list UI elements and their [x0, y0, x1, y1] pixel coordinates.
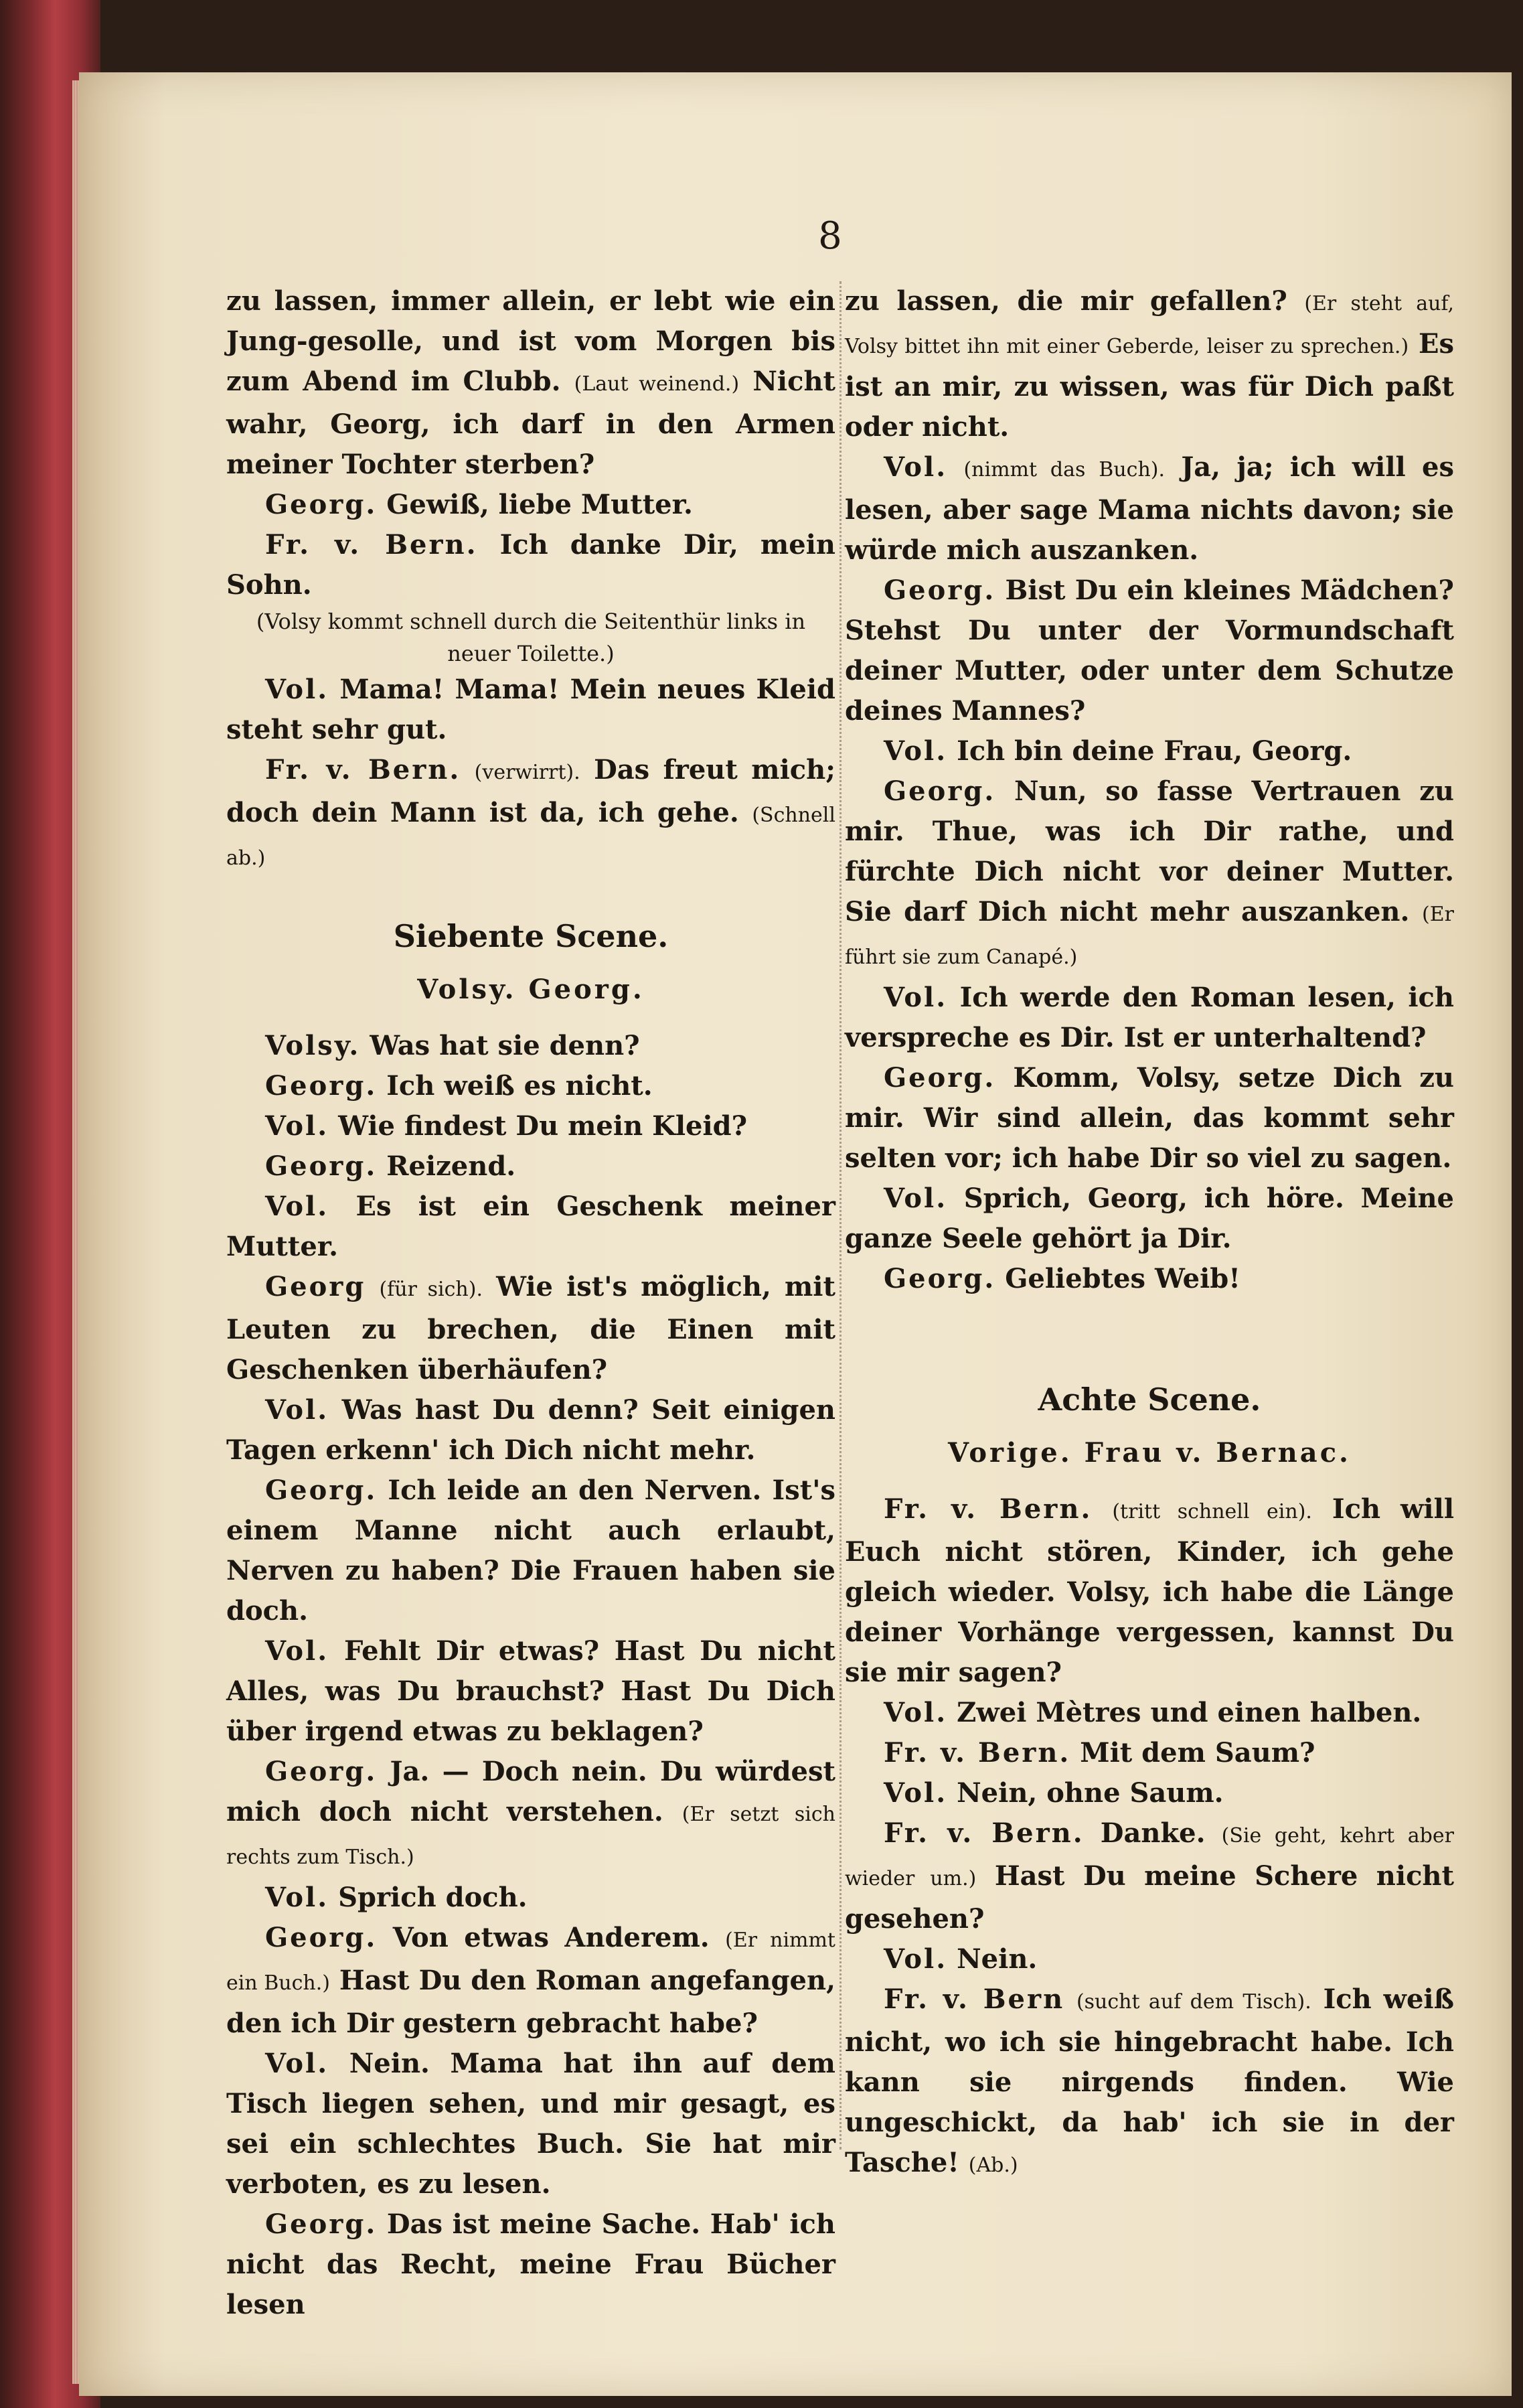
text: Komm, Volsy, setze Dich zu mir. Wir sind allein, das kommt sehr selten vor; ich habe Dir so viel zu sagen. [845, 1062, 1454, 1174]
text: Ich weiß nicht, wo ich sie hingebracht habe. Ich kann sie nirgends finden. Wie ungeschickt, da hab' ich sie in der Tasche! [845, 1983, 1454, 2178]
speaker-name: Fr. v. Bern. [884, 1817, 1085, 1849]
paragraph [226, 750, 835, 879]
text: Das ist meine Sache. Hab' ich nicht das Recht, meine Frau Bücher lesen [226, 2208, 835, 2320]
paragraph [845, 1939, 1454, 1979]
paragraph [845, 571, 1454, 731]
text: Bist Du ein kleines Mädchen? Stehst Du unter der Vormundschaft deiner Mutter, oder unter dem Schutze deines Mannes? [845, 575, 1454, 727]
text: Ich leide an den Nerven. Ist's einem Manne nicht auch erlaubt, Nerven zu haben? Die Frauen haben sie doch. [226, 1475, 835, 1627]
speaker-name: Vol. [884, 735, 948, 767]
text: Ich weiß es nicht. [386, 1070, 653, 1102]
text: Ja. — Doch nein. Du würdest mich doch nicht verstehen. [226, 1756, 835, 1827]
speaker-name: Vol. [884, 1777, 948, 1809]
speaker-name: Georg. [265, 1756, 378, 1787]
speaker-name: Georg. [265, 2208, 378, 2240]
speaker-name: Volsy. [265, 1030, 361, 1061]
stage-direction: (sucht auf dem Tisch). [1076, 1990, 1311, 2014]
text: Es ist ein Geschenk meiner Mutter. [226, 1191, 835, 1262]
speaker-name: Georg. [884, 1263, 996, 1294]
stage-direction: (tritt schnell ein). [1112, 1500, 1312, 1523]
paragraph [226, 1106, 835, 1146]
stage-direction: (Sie geht, kehrt aber wieder um.) [845, 1824, 1454, 1890]
column-divider [839, 281, 841, 2150]
speaker-name: Georg [265, 1271, 366, 1302]
paragraph [845, 1813, 1454, 1939]
text: Wie findest Du mein Kleid? [338, 1110, 748, 1142]
speaker-name: Fr. v. Bern. [265, 754, 461, 785]
text: Zwei Mètres und einen halben. [957, 1697, 1422, 1728]
speaker-name: Vol. [265, 1110, 329, 1142]
speaker-name: Georg. [265, 1150, 378, 1182]
paragraph [226, 281, 835, 485]
paragraph [845, 1179, 1454, 1259]
paragraph [226, 670, 835, 750]
stage-direction: (Er steht auf, Volsy bittet ihn mit einer Geberde, leiser zu sprechen.) [845, 292, 1454, 358]
text: Nicht wahr, Georg, ich darf in den Armen meiner Tochter sterben? [226, 366, 835, 480]
text: Wie ist's möglich, mit Leuten zu brechen, die Einen mit Geschenken überhäufen? [226, 1271, 835, 1385]
speaker-name: Fr. v. Bern. [884, 1737, 1071, 1769]
paragraph [845, 1773, 1454, 1813]
speaker-name: Georg. [265, 1475, 378, 1506]
stage-direction: (verwirrt). [474, 761, 580, 784]
scene-heading: Siebente Scene. [393, 918, 669, 954]
paragraph [226, 1026, 835, 1066]
text: Ja, ja; ich will es lesen, aber sage Mama nichts davon; sie würde mich auszanken. [845, 451, 1454, 566]
text: zu lassen, immer allein, er lebt wie ein Jung-gesolle, und ist vom Morgen bis zum Abend im Clubb. [226, 285, 835, 397]
paragraph [226, 1471, 835, 1631]
stage-direction: (Volsy kommt schnell durch die Seitenthür links in neuer Toilette.) [256, 609, 806, 666]
stage-direction: (Er nimmt ein Buch.) [226, 1929, 835, 1995]
page-number: 8 [818, 214, 842, 258]
text: Was hast Du denn? Seit einigen Tagen erkenn' ich Dich nicht mehr. [226, 1394, 835, 1466]
text: Hast Du den Roman angefangen, den ich Dir gestern gebracht habe? [226, 1965, 835, 2039]
speaker-name: Vol. [265, 1882, 329, 1913]
paragraph [226, 2204, 835, 2325]
text: Sprich doch. [338, 1882, 528, 1913]
text: Reizend. [386, 1150, 516, 1182]
text: Was hat sie denn? [370, 1030, 640, 1061]
text: Nein. Mama hat ihn auf dem Tisch liegen sehen, und mir gesagt, es sei ein schlechtes Buch. Sie hat mir verboten, es zu lesen. [226, 2048, 835, 2200]
text: Von etwas Anderem. [392, 1922, 710, 1953]
speaker-name: Georg. [884, 1062, 996, 1094]
speaker-name: Fr. v. Bern. [884, 1493, 1093, 1525]
paragraph [226, 1066, 835, 1106]
speaker-name: Vol. [884, 451, 948, 483]
speaker-name: Vol. [884, 982, 948, 1013]
stage-direction: (Laut weinend.) [574, 372, 740, 396]
stage-direction: (Schnell ab.) [226, 804, 835, 870]
stage-direction: (Ab.) [968, 2154, 1018, 2177]
paragraph [226, 485, 835, 525]
text: Ich bin deine Frau, Georg. [957, 735, 1352, 767]
paragraph [845, 1259, 1454, 1299]
paragraph [845, 771, 1454, 978]
paragraph [226, 1187, 835, 1267]
paragraph [226, 1631, 835, 1752]
speaker-name: Georg. [265, 1070, 378, 1102]
paragraph [845, 447, 1454, 571]
stage-direction: (Er führt sie zum Canapé.) [845, 903, 1454, 969]
speaker-name: Vol. [265, 1394, 329, 1426]
paragraph [226, 1267, 835, 1390]
speaker-name: Vol. [265, 674, 329, 705]
text: zu lassen, die mir gefallen? [845, 285, 1287, 317]
text: Es ist an mir, zu wissen, was für Dich paßt oder nicht. [845, 328, 1454, 443]
paragraph [845, 1693, 1454, 1733]
text: Ich will Euch nicht stören, Kinder, ich gehe gleich wieder. Volsy, ich habe die Länge deiner Vorhänge vergessen, kannst Du sie mir sagen? [845, 1493, 1455, 1688]
text: Nein. [957, 1943, 1038, 1975]
stage-direction: (Er setzt sich rechts zum Tisch.) [226, 1803, 835, 1869]
speaker-name: Fr. v. Bern [884, 1983, 1065, 2015]
paragraph [845, 1489, 1454, 1693]
speaker-name: Georg. [884, 575, 996, 606]
paragraph [226, 525, 835, 605]
speaker-name: Vol. [884, 1183, 948, 1214]
paragraph [845, 1058, 1454, 1179]
stage-direction: (für sich). [379, 1278, 483, 1301]
paragraph [226, 2044, 835, 2204]
right-column [845, 281, 1454, 2186]
paragraph [845, 978, 1454, 1058]
text: Das freut mich; doch dein Mann ist da, ich gehe. [226, 754, 835, 828]
paragraph [226, 1390, 835, 1471]
scene-cast: Volsy. Georg. [417, 974, 645, 1005]
speaker-name: Georg. [265, 489, 378, 520]
text: Danke. [1100, 1817, 1206, 1849]
text: Fehlt Dir etwas? Hast Du nicht Alles, was Du brauchst? Hast Du Dich über irgend etwas zu beklagen? [226, 1635, 835, 1747]
speaker-name: Vol. [884, 1697, 948, 1728]
paragraph [845, 731, 1454, 771]
paragraph [845, 1733, 1454, 1773]
text: Geliebtes Weib! [1005, 1263, 1240, 1294]
speaker-name: Vol. [265, 1635, 329, 1667]
speaker-name: Fr. v. Bern. [265, 529, 478, 560]
paragraph [845, 1979, 1454, 2186]
stage-direction: (nimmt das Buch). [963, 458, 1166, 481]
speaker-name: Vol. [884, 1943, 948, 1975]
paragraph [226, 1918, 835, 2044]
text: Mit dem Saum? [1080, 1737, 1315, 1769]
paragraph [226, 1146, 835, 1187]
speaker-name: Georg. [265, 1922, 378, 1953]
text: Sprich, Georg, ich höre. Meine ganze Seele gehört ja Dir. [845, 1183, 1454, 1254]
paragraph [226, 1752, 835, 1878]
speaker-name: Vol. [265, 1191, 329, 1222]
text: Nein, ohne Saum. [957, 1777, 1224, 1809]
text: Ich werde den Roman lesen, ich verspreche es Dir. Ist er unterhaltend? [845, 982, 1454, 1053]
text: Mama! Mama! Mein neues Kleid steht sehr gut. [226, 674, 835, 745]
paragraph [845, 281, 1454, 447]
text: Gewiß, liebe Mutter. [386, 489, 693, 520]
paragraph [226, 1878, 835, 1918]
speaker-name: Georg. [884, 775, 996, 807]
scene-heading: Achte Scene. [1038, 1381, 1261, 1418]
text: Nun, so fasse Vertrauen zu mir. Thue, was ich Dir rathe, und fürchte Dich nicht vor deiner Mutter. Sie darf Dich nicht mehr auszanken. [845, 775, 1454, 927]
text: Hast Du meine Schere nicht gesehen? [845, 1860, 1454, 1935]
scene-cast: Vorige. Frau v. Bernac. [948, 1437, 1351, 1469]
speaker-name: Vol. [265, 2048, 329, 2079]
left-column [226, 281, 835, 2325]
text: Ich danke Dir, mein Sohn. [226, 529, 835, 601]
